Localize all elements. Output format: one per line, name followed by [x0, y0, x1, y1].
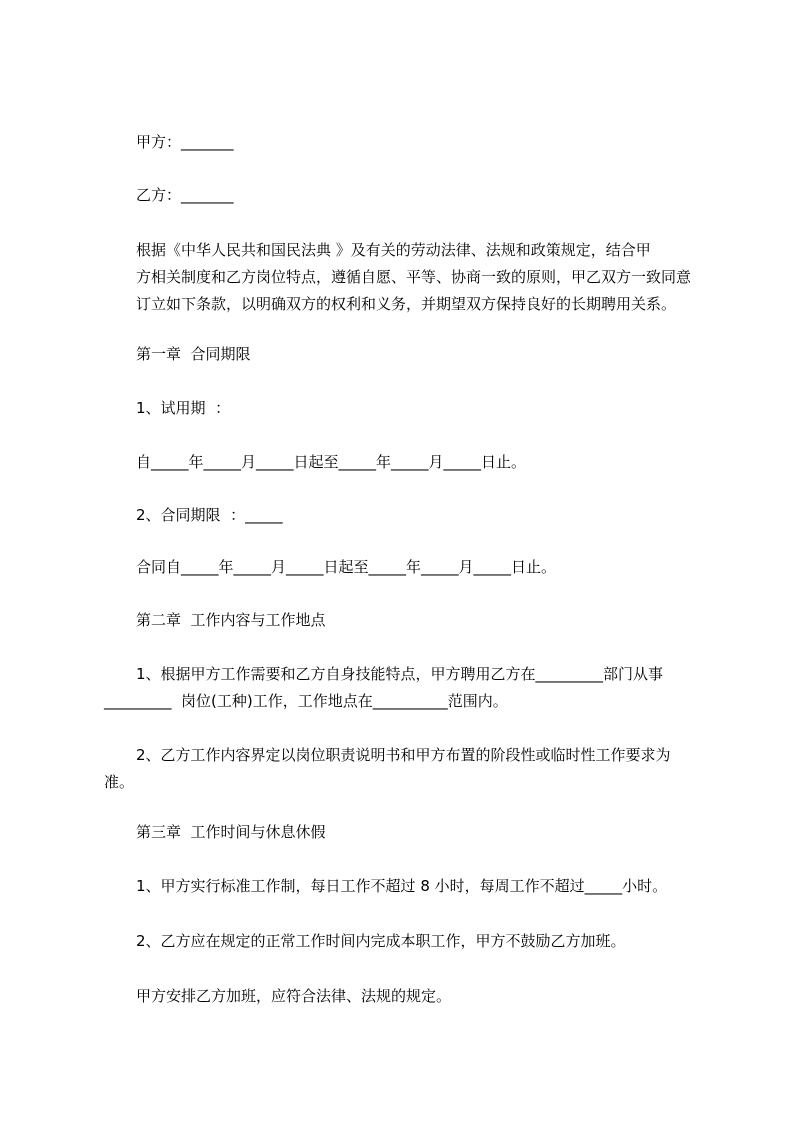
- chapter1-title: 第一章 合同期限: [136, 345, 251, 363]
- intro-line-1: 根据《中华人民共和国民法典 》及有关的劳动法律、法规和政策规定，结合甲: [136, 241, 651, 259]
- chapter3-item3: 甲方安排乙方加班，应符合法律、法规的规定。: [136, 987, 452, 1005]
- intro-line-2: 方相关制度和乙方岗位特点，遵循自愿、平等、协商一致的原则，甲乙双方一致同意: [136, 268, 692, 286]
- chapter2-item1-line-2: _________ 岗位(工种)工作，工作地点在__________范围内。: [104, 692, 508, 710]
- party-a-line: 甲方：_______: [136, 133, 234, 151]
- chapter3-item1: 1、甲方实行标准工作制，每日工作不超过 8 小时，每周工作不超过_____小时。: [136, 877, 668, 895]
- chapter2-item2-line-1: 2、乙方工作内容界定以岗位职责说明书和甲方布置的阶段性或临时性工作要求为: [136, 746, 671, 764]
- party-b-line: 乙方：_______: [136, 186, 234, 204]
- chapter2-title: 第二章 工作内容与工作地点: [136, 611, 326, 629]
- intro-line-3: 订立如下条款，以明确双方的权利和义务，并期望双方保持良好的长期聘用关系。: [136, 295, 677, 313]
- chapter3-item2: 2、乙方应在规定的正常工作时间内完成本职工作，甲方不鼓励乙方加班。: [136, 932, 626, 950]
- chapter2-item1-line-1: 1、根据甲方工作需要和乙方自身技能特点，甲方聘用乙方在_________部门从事: [136, 665, 664, 683]
- chapter3-title: 第三章 工作时间与休息休假: [136, 823, 326, 841]
- chapter2-item2-line-2: 准。: [104, 773, 135, 791]
- chapter1-item1-dates: 自_____年_____月_____日起至_____年_____月_____日止。: [136, 453, 527, 471]
- chapter1-item1-label: 1、试用期 ：: [136, 399, 231, 417]
- chapter1-item2-dates: 合同自_____年_____月_____日起至_____年_____月_____日止。: [136, 558, 557, 576]
- chapter1-item2-label: 2、合同期限 ：_____: [136, 506, 283, 524]
